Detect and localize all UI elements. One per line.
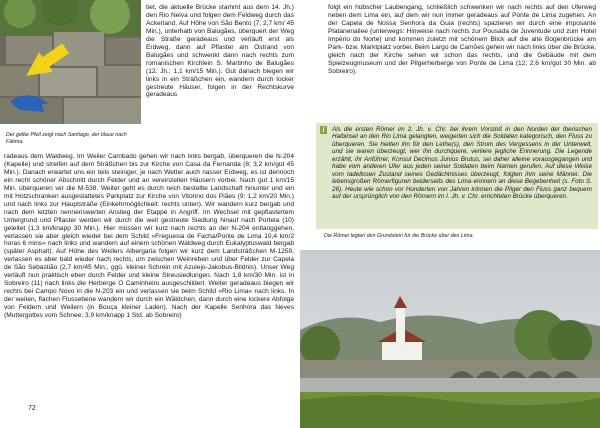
- info-icon: i: [320, 126, 327, 134]
- left-main-text: radeaus dem Waldweg. Im Weiler Cambado gehen wir nach links bergab, überqueren die N-204 (Kapelle) und streifen auf dem Sträßchen bis zur Kirche von Casa da Fernanda (8; 3,2 km/gut 45 Min.). Danach erwartet uns ein teils steiniger, je nach Wetter auch nasser Erdweg, es ist dennoch ein recht schöner Abschnitt durch Felder und an vereinzelten Häusern vorbei. Nach gut 1 km/15 Min. überqueren wir die M-538. Weiter geht es durch reich bestellte Landschaft hinunter und ein mit Holzschranken ausgestattetes Parkplatz zur Kirche von Vitorino dos Piães (9; 1,2 km/20 Min.) und nach links zur Hauptstraße (Einkehrmöglichkeit: rechts unten). Wir wandern kurz bergab und nach dem letzten nennenswerten Anstieg der Etappe in Angriff. Im Wechsel mit gepflastertem Untergrund und Pflaster werden wir durch die weit gestreute Siedlung hinauf nach Portela (10) geleitet (1,3 km/knapp 30 Min.). Hier müssen wir kurz nach rechts an der N-204 entlanggehen, verlassen sie aber gleich wieder bei dem Schild »Freguesia de Facha/Ponte de Lima 10,4 km/2 horas 6 mins« nach links und wandern auf einem schönen Waldweg durch Eukalyptuswald bergab (später Asphalt). Auf Höhe des Weilers Albergaria folgen wir kurz dem Landsträßchen M-1259, verlassen es aber bald wieder nach rechts, um zwischen Weinreben und über Felder zur Capela de São Sebastião (2,7 km/45 Min., ggü. kleiner Schrein mit Azulejo-Jakobus-Bildnis). Unser Weg verläuft nun praktisch eben durch Felder und kleine Streusiedlungen. Nach 1,8 km/30 Min. ist in Sobreiro (11) nach links die Herberge O Caminheiro ausgeschildert. Weiter geradeaus biegen wir rechts bei Campo Novo in die N-203 ein und verlassen sie beim Schild »Rio Lima« nach links. In der weiten, flachen Flussebene wandern wir durch ein Wäldchen, dann durch eine lockere Abfolge von Feldern und Weilern (in Bouça kleiner Laden). Nach der Kapelle Senhora das Neves (Muttergottes vom Schnee; 3,9 km/knapp 1 Std. ab Sobreiro): [4, 153, 294, 320]
- left-right-column-text: tiet, die aktuelle Brücke stammt aus dem 14. Jh.) den Rio Neiva und folgen dem Feldweg durch das Ackerland. Auf Höhe von São Bento (7; 2,7 km/ 45 Min.), unterhalb von Balugães, überquert der Weg die Straße geradeaus und verläuft erst als Erdweg, dann auf Pflaster am Ostrand von Balugães und schwenkt dann nach rechts zum romanischen Kirchlein S. Martinho de Balugães (12. Jh.; 1,1 km/15 Min.). Gut danach biegen wir links in ein Sträßchen ein, wandern durch locker gestreute Häuser, folgen in der Rechtskurve geradeaus: [146, 4, 294, 99]
- left-photo-caption: Der gelbe Pfeil zeigt nach Santiago, der blaue nach Fátima.: [6, 132, 127, 145]
- lima-river-bridge-image: [300, 250, 600, 428]
- page-number: 72: [28, 405, 36, 412]
- info-box-text: Als die ersten Römer im 2. Jh. v. Chr. bei ihrem Vorstoß in den Norden der Iberischen Halbinsel an den Rio Lima gelangten, weigerten sich die Soldaten kategorisch, den Fluss zu überqueren. Sie hielten ihn für den Lethe(s), den Strom des Vergessens in der Unterwelt, und sie waren überzeugt, wer ihn durchquere, verliere jegliche Erinnerung. Die Legende erzählt, ihr Anführer, Konsul Decimus Junius Brutus, sei daher alleine vorausgegangen und habe vom anderen Ufer aus jeden seiner Soldaten beim Namen gerufen. Auf diese Weise vom tadellosen Zustand seines Gedächtnisses überzeugt, folgten ihm seine Männer. Die lebensgroßen Römerfiguren beiderseits des Lima erinnern an diese Begebenheit (s. Foto S. 26). Heute wie schon vor Hunderten von Jahren können die Pilger den Fluss ganz bequem auf der ursprünglich von den Römern im I. Jh. v. Chr. errichteten Brücke überqueren.: [332, 126, 592, 201]
- right-photo-caption: Die Römer legten den Grundstein für die Brücke über den Lima.: [324, 233, 474, 239]
- right-page: [300, 0, 600, 428]
- bridge-photo: [300, 250, 600, 428]
- stone-wall-waymark-image: [0, 0, 141, 124]
- info-box: [316, 123, 598, 229]
- right-top-text: folgt ein hübscher Laubengang, schließlich schwenken wir nach rechts auf den Uferweg neben dem Lima ein, auf dem wir nun immer geradeaus auf Ponte de Lima zugehen. An der Capela de Nossa Senhora da Guia (rechts) spazieren wir durch eine imposante Platanenallee (unterwegs: Hinweise nach rechts zur Pousada de Juventude und zum Hotel Império do Norte) und kommen zuletzt mit schönem Blick auf die alte Bogenbrücke am Park- bzw. Marktplatz vorbei. Beim Largo de Camões gehen wir nach links über die Brücke, gleich nach der Kirche sehen wir schon das rechts, und die Gebäude mit dem Spielzeugmuseum und der Pilgerherberge von Ponte de Lima (12; 2,6 km/gut 30 Min. ab Sobreiro).: [328, 4, 596, 75]
- waymark-photo: [0, 0, 141, 124]
